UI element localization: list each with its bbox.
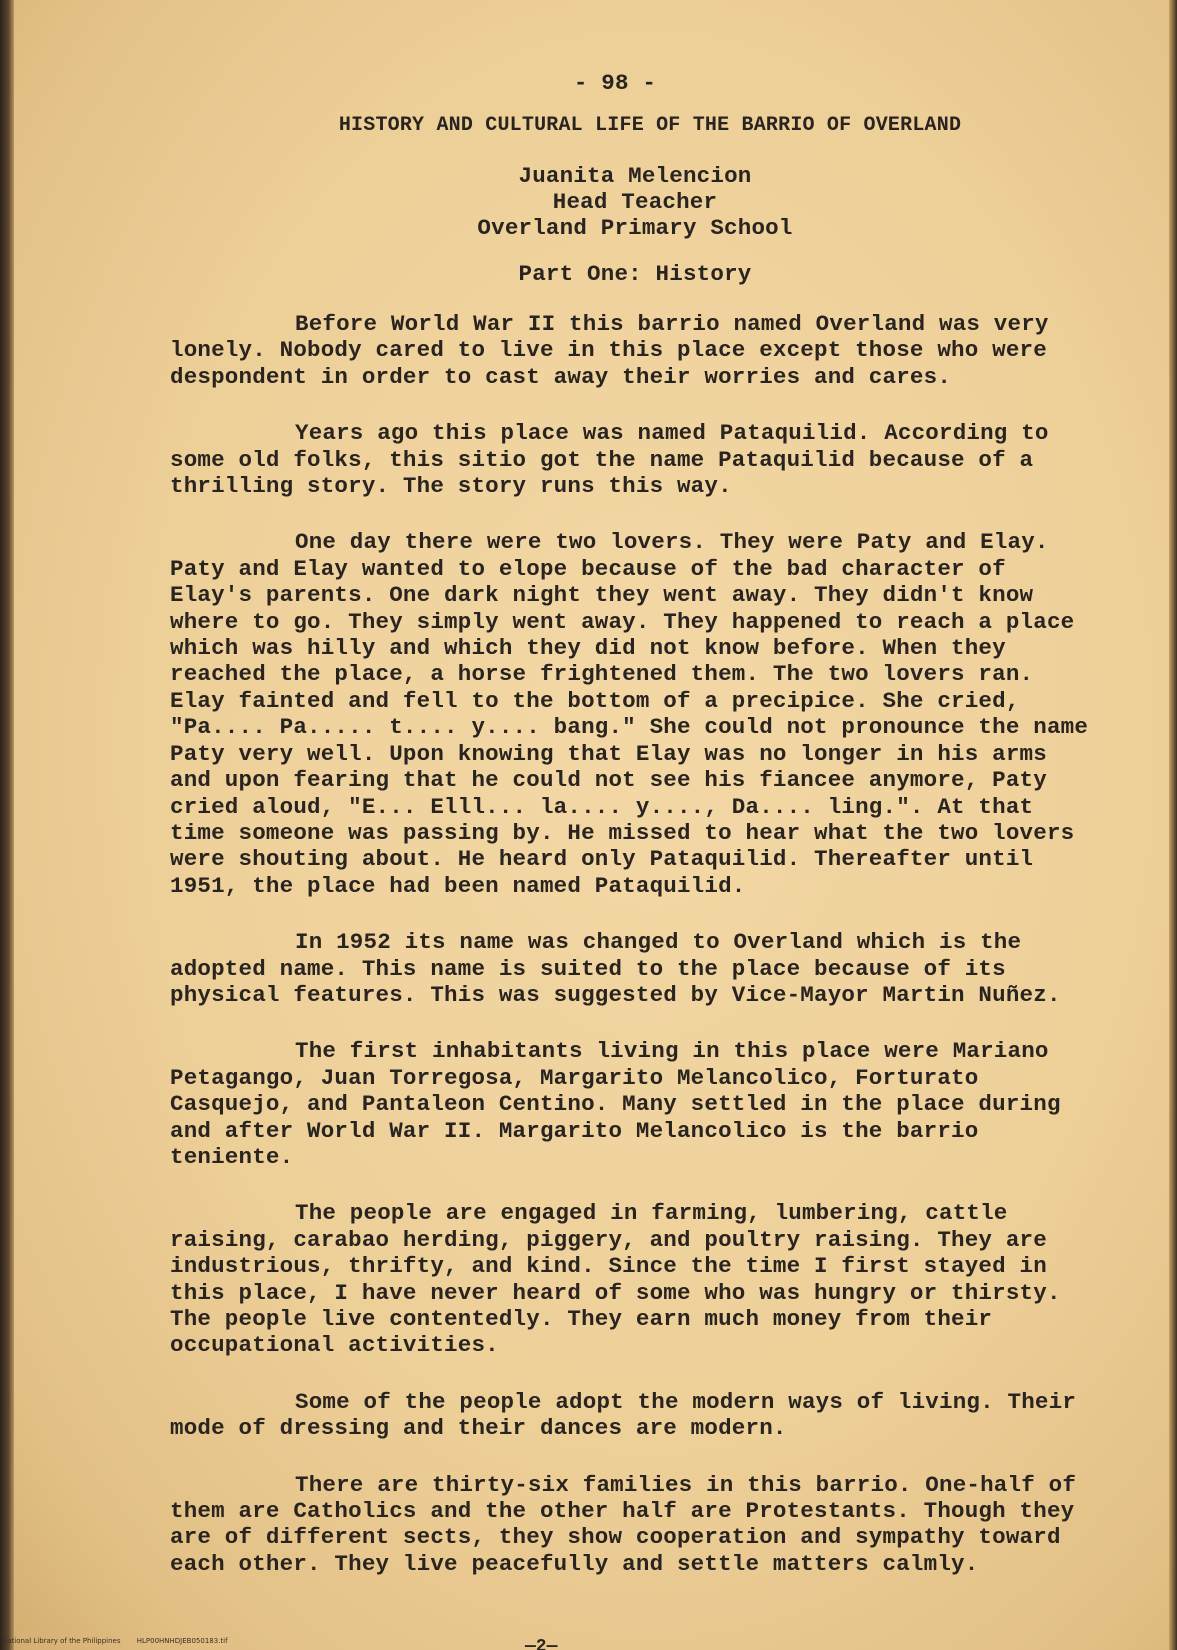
paragraph: Before World War II this barrio named Overland was very lonely. Nobody cared to live in this place except those who were despondent in order to cast away their worries and cares. xyxy=(170,311,1049,390)
next-page-fragment: —2— xyxy=(525,1637,558,1650)
scan-footer xyxy=(2,1637,602,1645)
part-title: Part One: History xyxy=(518,261,752,287)
paragraph: The first inhabitants living in this place were Mariano Petagango, Juan Torregosa, Margarito Melancolico, Forturato Casquejo, and Pantaleon Centino. Many settled in the place during and after World War II. Margarito Melancolico is the barrio teniente. xyxy=(170,1038,1061,1170)
author-name: Juanita Melencion xyxy=(518,163,752,189)
paragraph: The people are engaged in farming, lumbering, cattle raising, carabao herding, piggery, and poultry raising. They are industrious, thrifty, and kind. Since the time I first stayed in this place, I have never heard of some who was hungry or thirsty. The people live contentedly. They earn much money from their occupational activities. xyxy=(170,1200,1061,1359)
author-school: Overland Primary School xyxy=(477,215,793,241)
paragraph: In 1952 its name was changed to Overland which is the adopted name. This name is suited to the place because of its physical features. This was suggested by Vice-Mayor Martin Nuñez. xyxy=(170,929,1061,1008)
page-edge xyxy=(1169,0,1177,1650)
paragraph: Years ago this place was named Pataquilid. According to some old folks, this sitio got the name Pataquilid because of a thrilling story. The story runs this way. xyxy=(170,420,1049,500)
paragraph: One day there were two lovers. They were Paty and Elay. Paty and Elay wanted to elope because of the bad character of Elay's parents. One dark night they went away. They didn't know where to go. They simply went away. They happened to reach a place which was hilly and which they did not know before. When they reached the place, a horse frightened them. The two lovers ran. Elay fainted and fell to the bottom of a precipice. She cried, "Pa.... Pa..... t.... y.... bang." She could not pronounce the name Paty very well. Upon knowing that Elay was no longer in his arms and upon fearing that he could not see his fiancee anymore, Paty cried aloud, "E... Elll... la.... y...., Da.... ling.". At that time someone was passing by. He missed to hear what the two lovers were shouting about. He heard only Pataquilid. Thereafter until 1951, the place had been named Pataquilid. xyxy=(170,529,1089,899)
library-name: National Library of the Philippines xyxy=(2,1637,121,1645)
typed-text-body xyxy=(170,70,1100,1607)
paragraph: There are thirty-six families in this barrio. One-half of them are Catholics and the other half are Protestants. Though they are of different sects, they show cooperation and sympathy toward each other. They live peacefully and settle matters calmly. xyxy=(170,1471,1077,1577)
book-binding xyxy=(0,0,14,1650)
file-id: HLP00HNHDJEB050183.tif xyxy=(136,1637,228,1645)
author-block xyxy=(170,163,1100,241)
document-title: HISTORY AND CULTURAL LIFE OF THE BARRIO OF OVERLAND xyxy=(338,114,962,137)
page-number: - 98 - xyxy=(573,70,657,96)
author-position: Head Teacher xyxy=(552,189,718,215)
paragraph: Some of the people adopt the modern ways of living. Their mode of dressing and their dances are modern. xyxy=(170,1388,1077,1442)
